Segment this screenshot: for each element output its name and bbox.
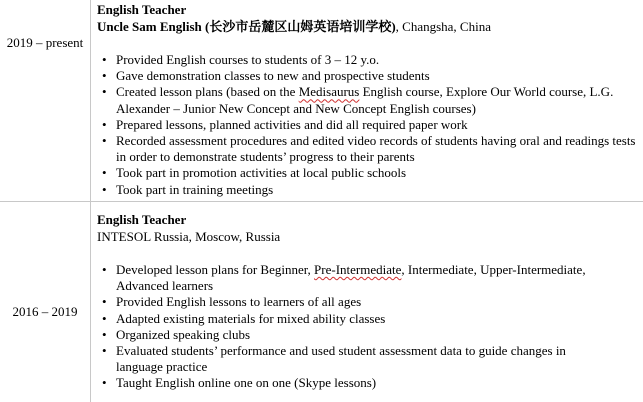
list-item [97, 294, 587, 310]
bullet: • [102, 133, 107, 149]
duty-text: Evaluated students’ performance and used student assessment data to guide changes in language practice [116, 343, 566, 375]
bullet: • [102, 116, 107, 132]
bullet: • [102, 181, 107, 197]
list-item [97, 165, 637, 181]
bullet: • [102, 326, 107, 342]
bullet: • [102, 375, 107, 391]
duty-text: Provided English lessons to learners of all ages [116, 294, 362, 310]
job1-dates: 2019 – present [6, 35, 84, 50]
job2-employer: INTESOL Russia, Moscow, Russia [97, 229, 281, 244]
job1-duties [97, 52, 637, 198]
duty-text: Gave demonstration classes to new and prospective students [116, 68, 430, 84]
list-item [97, 311, 587, 327]
list-item [97, 182, 637, 198]
job2-section [97, 211, 637, 392]
bullet: • [102, 343, 107, 359]
job1-title: English Teacher [97, 2, 187, 17]
bullet: • [102, 310, 107, 326]
list-item [97, 117, 637, 133]
list-item [97, 327, 587, 343]
duty-text: Developed lesson plans for Beginner, Pre-Intermediate, Intermediate, Upper-Intermediate, Advanced learners [116, 262, 586, 294]
duty-text: Took part in training meetings [116, 181, 274, 197]
list-item [97, 68, 637, 84]
duty-text: Taught English online one on one (Skype lessons) [116, 375, 377, 391]
job1-section [97, 1, 637, 198]
job2-title: English Teacher [97, 212, 187, 227]
bullet: • [102, 165, 107, 181]
bullet: • [102, 294, 107, 310]
duty-text: Created lesson plans (based on the Medisaurus English course, Explore Our World course, L.G. Alexander – Junior New Concept and New Concept English courses) [116, 84, 614, 116]
duty-text: Adapted existing materials for mixed ability classes [116, 310, 386, 326]
bullet: • [102, 84, 107, 100]
bullet: • [102, 68, 107, 84]
bullet: • [102, 52, 107, 67]
list-item [97, 52, 637, 68]
duty-text: Provided English courses to students of 3 – 12 y.o. [116, 52, 380, 67]
duty-text: Took part in promotion activities at local public schools [116, 165, 407, 181]
row-divider [0, 201, 643, 202]
job2-duties [97, 262, 587, 392]
job1-employer-name: Uncle Sam English (长沙市岳麓区山姆英语培训学校) [97, 19, 396, 34]
list-item [97, 375, 587, 391]
list-item [97, 84, 637, 116]
list-item [97, 343, 587, 375]
duty-text: Organized speaking clubs [116, 326, 251, 342]
bullet: • [102, 262, 107, 277]
duty-text: Recorded assessment procedures and edited video records of students having oral and readings tests in order to demonstrate students’ progress to their parents [116, 133, 636, 165]
job1-employer [97, 18, 637, 35]
list-item [97, 133, 637, 165]
job1-employer-location: , Changsha, China [395, 19, 491, 34]
duty-text: Prepared lessons, planned activities and did all required paper work [116, 116, 468, 132]
list-item [97, 262, 587, 294]
job2-dates: 2016 – 2019 [12, 304, 78, 319]
